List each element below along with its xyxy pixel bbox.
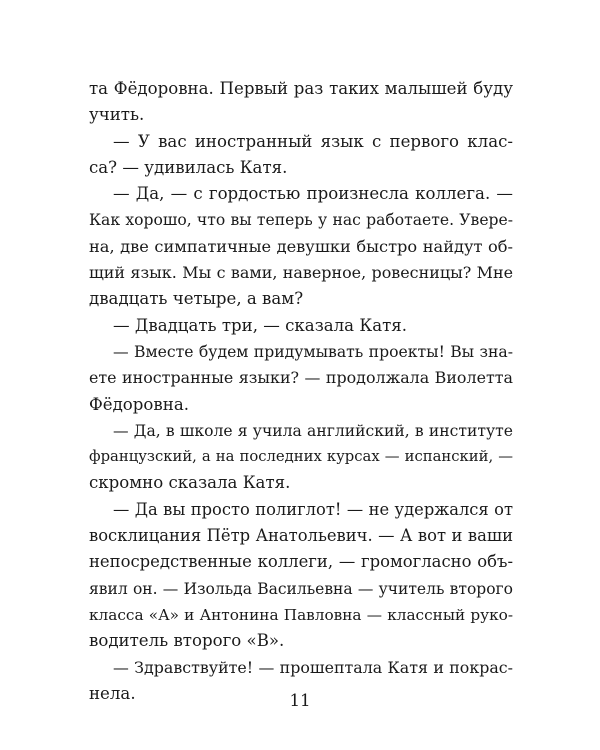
page-number: 11 — [289, 691, 311, 710]
text-line: Как хорошо, что вы теперь у нас работаете. Увере- — [89, 211, 513, 230]
text-line: нела. — [89, 683, 136, 703]
body-text — [89, 76, 513, 707]
text-line: — Здравствуйте! — прошептала Катя и покрас- — [113, 657, 513, 677]
text-line: непосредственные коллеги, — громогласно объ- — [89, 552, 513, 572]
text-line: — Да вы просто полиглот! — не удержался от — [113, 499, 513, 519]
text-line: — Двадцать три, — сказала Катя. — [113, 315, 408, 335]
text-line: двадцать четыре, а вам? — [89, 289, 304, 309]
text-line: — У вас иностранный язык с первого клас- — [113, 131, 513, 151]
text-line: французский, а на последних курсах — испанский, — — [89, 448, 513, 466]
text-line: та Фёдоровна. Первый раз таких малышей буду — [89, 79, 513, 98]
text-line: са? — удивилась Катя. — [89, 157, 288, 177]
text-line: восклицания Пётр Анатольевич. — А вот и ваши — [89, 526, 513, 546]
text-line: водитель второго «В». — [89, 631, 285, 651]
text-line: явил он. — Изольда Васильевна — учитель второго — [89, 579, 513, 598]
text-line: щий язык. Мы с вами, наверное, ровесницы? Мне — [89, 263, 513, 283]
text-line: на, две симпатичные девушки быстро найдут об- — [89, 236, 513, 256]
text-line: скромно сказала Катя. — [89, 473, 291, 493]
text-line: класса «А» и Антонина Павловна — классный руко- — [89, 605, 513, 624]
text-line: — Да, в школе я учила английский, в институте — [113, 421, 513, 440]
text-line: ете иностранные языки? — продолжала Виолетта — [89, 368, 513, 388]
text-line: — Да, — с гордостью произнесла коллега. — — [113, 184, 513, 204]
text-line: Фёдоровна. — [89, 394, 189, 414]
text-line: учить. — [89, 105, 145, 125]
text-line: — Вместе будем придумывать проекты! Вы зна- — [113, 341, 513, 361]
